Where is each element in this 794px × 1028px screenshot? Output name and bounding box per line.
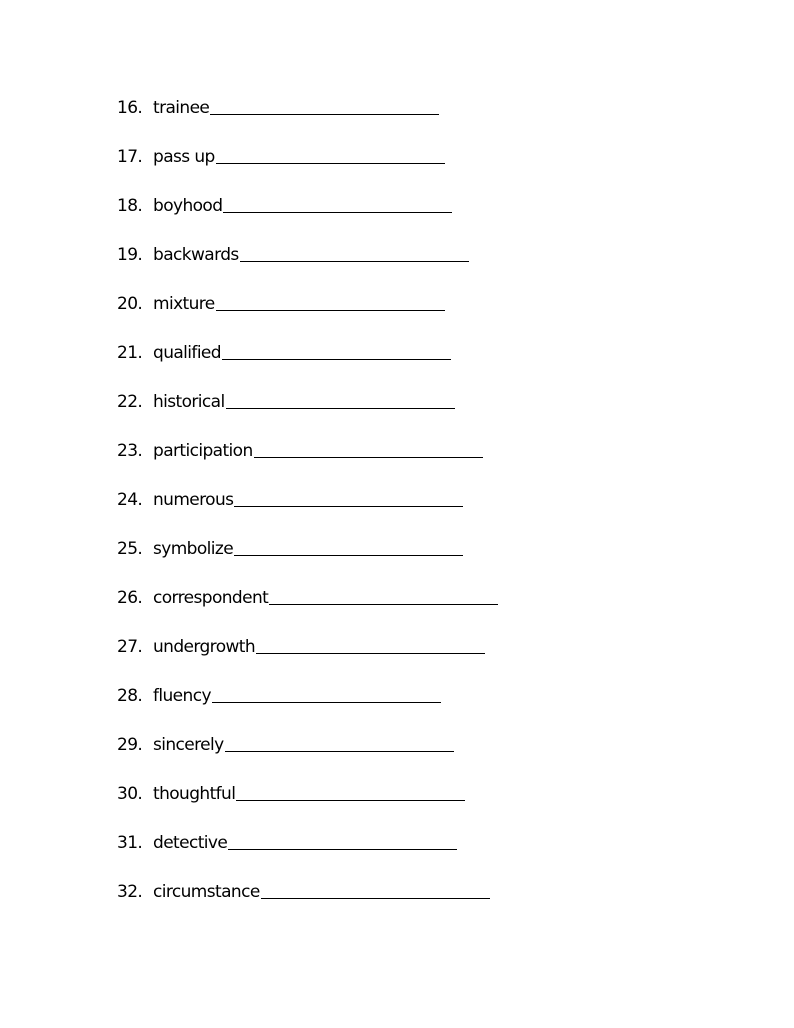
answer-blank[interactable] <box>261 897 490 899</box>
list-item <box>117 488 737 537</box>
answer-blank[interactable] <box>212 701 441 703</box>
list-item <box>117 586 737 635</box>
item-word: boyhood <box>153 196 223 216</box>
answer-blank[interactable] <box>236 799 465 801</box>
list-item <box>117 390 737 439</box>
list-item <box>117 243 737 292</box>
item-number: 16. <box>117 98 143 118</box>
list-item <box>117 733 737 782</box>
item-word: mixture <box>153 294 215 314</box>
answer-blank[interactable] <box>223 211 452 213</box>
list-item <box>117 96 737 145</box>
item-number: 30. <box>117 784 143 804</box>
answer-blank[interactable] <box>254 456 483 458</box>
list-item <box>117 782 737 831</box>
answer-blank[interactable] <box>228 848 457 850</box>
item-word: undergrowth <box>153 637 256 657</box>
list-item <box>117 292 737 341</box>
item-number: 28. <box>117 686 143 706</box>
item-number: 27. <box>117 637 143 657</box>
item-word: detective <box>153 833 228 853</box>
item-number: 24. <box>117 490 143 510</box>
answer-blank[interactable] <box>210 113 439 115</box>
item-word: qualified <box>153 343 221 363</box>
item-word: participation <box>153 441 253 461</box>
list-item <box>117 880 737 929</box>
list-item <box>117 145 737 194</box>
item-number: 23. <box>117 441 143 461</box>
list-item <box>117 341 737 390</box>
item-number: 22. <box>117 392 143 412</box>
list-item <box>117 537 737 586</box>
item-number: 17. <box>117 147 143 167</box>
item-number: 20. <box>117 294 143 314</box>
list-item <box>117 831 737 880</box>
item-word: historical <box>153 392 225 412</box>
item-word: fluency <box>153 686 211 706</box>
answer-blank[interactable] <box>226 407 455 409</box>
item-word: backwards <box>153 245 239 265</box>
answer-blank[interactable] <box>234 505 463 507</box>
answer-blank[interactable] <box>256 652 485 654</box>
list-item <box>117 439 737 488</box>
answer-blank[interactable] <box>269 603 498 605</box>
item-word: symbolize <box>153 539 234 559</box>
list-item <box>117 635 737 684</box>
item-word: correspondent <box>153 588 269 608</box>
item-number: 31. <box>117 833 143 853</box>
item-number: 29. <box>117 735 143 755</box>
item-word: pass up <box>153 147 215 167</box>
answer-blank[interactable] <box>216 162 445 164</box>
item-number: 32. <box>117 882 143 902</box>
item-word: circumstance <box>153 882 260 902</box>
answer-blank[interactable] <box>240 260 469 262</box>
list-item <box>117 194 737 243</box>
item-number: 21. <box>117 343 143 363</box>
list-item <box>117 684 737 733</box>
answer-blank[interactable] <box>216 309 445 311</box>
item-number: 19. <box>117 245 143 265</box>
item-number: 26. <box>117 588 143 608</box>
item-number: 25. <box>117 539 143 559</box>
item-word: numerous <box>153 490 234 510</box>
vocabulary-list <box>117 96 737 929</box>
answer-blank[interactable] <box>222 358 451 360</box>
item-word: thoughtful <box>153 784 236 804</box>
item-number: 18. <box>117 196 143 216</box>
item-word: trainee <box>153 98 210 118</box>
item-word: sincerely <box>153 735 224 755</box>
answer-blank[interactable] <box>225 750 454 752</box>
answer-blank[interactable] <box>234 554 463 556</box>
